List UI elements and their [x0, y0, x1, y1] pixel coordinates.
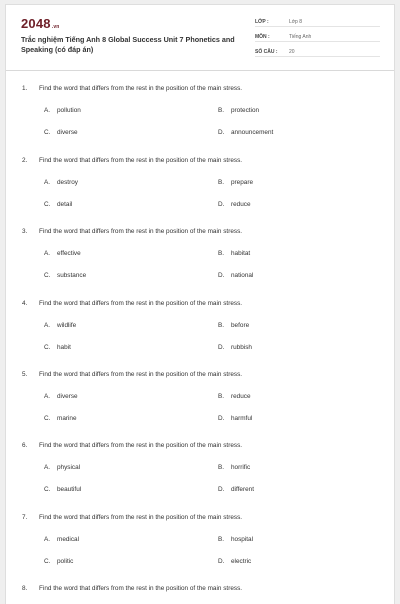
question-text: Find the word that differs from the rest in the position of the main stress. [39, 228, 243, 235]
option-d[interactable] [218, 486, 254, 493]
question-number: 6. [22, 442, 28, 449]
meta-key: MÔN : [255, 34, 270, 40]
option-text: reduce [231, 393, 251, 400]
worksheet-header [6, 5, 394, 71]
option-c[interactable] [44, 344, 71, 351]
option-d[interactable] [218, 415, 252, 422]
question-number: 1. [22, 85, 28, 92]
question-3 [22, 228, 382, 288]
option-b[interactable] [218, 107, 259, 114]
option-d[interactable] [218, 344, 252, 351]
question-number: 7. [22, 514, 28, 521]
option-letter: C. [44, 272, 51, 279]
option-b[interactable] [218, 393, 251, 400]
option-text: wildlife [57, 322, 77, 329]
option-a[interactable] [44, 464, 80, 471]
option-a[interactable] [44, 179, 78, 186]
question-number: 4. [22, 300, 28, 307]
question-number: 8. [22, 585, 28, 592]
option-letter: A. [44, 179, 51, 186]
option-b[interactable] [218, 179, 253, 186]
option-text: destroy [57, 179, 78, 186]
option-letter: C. [44, 558, 51, 565]
option-letter: C. [44, 201, 51, 208]
option-letter: D. [218, 201, 225, 208]
option-d[interactable] [218, 558, 251, 565]
question-stem [22, 371, 242, 378]
question-text: Find the word that differs from the rest in the position of the main stress. [39, 300, 243, 307]
option-letter: A. [44, 393, 51, 400]
option-a[interactable] [44, 322, 76, 329]
option-text: beautiful [57, 486, 82, 493]
option-d[interactable] [218, 129, 273, 136]
option-a[interactable] [44, 250, 81, 257]
question-number: 2. [22, 157, 28, 164]
question-number: 5. [22, 371, 28, 378]
meta-value: Lớp 8 [289, 19, 303, 25]
question-text: Find the word that differs from the rest in the position of the main stress. [39, 371, 243, 378]
option-text: diverse [57, 393, 78, 400]
question-text: Find the word that differs from the rest in the position of the main stress. [39, 514, 243, 521]
question-text: Find the word that differs from the rest in the position of the main stress. [39, 442, 243, 449]
question-6 [22, 442, 382, 502]
option-a[interactable] [44, 107, 81, 114]
question-4 [22, 300, 382, 360]
meta-row-subject [255, 32, 380, 42]
question-text: Find the word that differs from the rest in the position of the main stress. [39, 85, 243, 92]
option-letter: B. [218, 464, 225, 471]
meta-value: Tiếng Anh [289, 34, 312, 40]
option-letter: A. [44, 464, 51, 471]
option-letter: C. [44, 486, 51, 493]
option-text: protection [231, 107, 260, 114]
option-letter: B. [218, 393, 225, 400]
option-b[interactable] [218, 464, 250, 471]
meta-value: 20 [289, 49, 295, 55]
question-8 [22, 585, 382, 604]
option-letter: C. [44, 415, 51, 422]
option-text: before [231, 322, 250, 329]
question-7 [22, 514, 382, 574]
option-a[interactable] [44, 536, 79, 543]
option-text: physical [57, 464, 81, 471]
option-c[interactable] [44, 558, 73, 565]
option-c[interactable] [44, 272, 86, 279]
option-c[interactable] [44, 415, 77, 422]
question-stem [22, 585, 242, 592]
option-b[interactable] [218, 322, 249, 329]
option-text: hospital [231, 536, 254, 543]
option-text: different [231, 486, 254, 493]
worksheet-title: Trắc nghiệm Tiếng Anh 8 Global Success Unit 7 Phonetics and Speaking (có đáp án) [21, 35, 235, 54]
option-d[interactable] [218, 272, 253, 279]
option-letter: D. [218, 344, 225, 351]
option-d[interactable] [218, 201, 251, 208]
option-letter: B. [218, 536, 225, 543]
option-letter: A. [44, 250, 51, 257]
question-stem [22, 514, 242, 521]
option-a[interactable] [44, 393, 78, 400]
logo-main: 2048 [21, 16, 51, 31]
option-letter: C. [44, 344, 51, 351]
meta-row-count [255, 47, 380, 57]
option-b[interactable] [218, 536, 253, 543]
option-text: announcement [231, 129, 274, 136]
option-letter: B. [218, 322, 225, 329]
option-letter: A. [44, 107, 51, 114]
option-text: pollution [57, 107, 81, 114]
option-letter: D. [218, 558, 225, 565]
option-letter: A. [44, 536, 51, 543]
question-stem [22, 228, 242, 235]
question-1 [22, 85, 382, 145]
option-text: electric [231, 558, 252, 565]
option-text: politic [57, 558, 74, 565]
question-stem [22, 85, 242, 92]
question-number: 3. [22, 228, 28, 235]
option-text: horrific [231, 464, 251, 471]
option-text: reduce [231, 201, 251, 208]
option-letter: D. [218, 272, 225, 279]
option-letter: C. [44, 129, 51, 136]
option-c[interactable] [44, 201, 72, 208]
meta-key: SỐ CÂU : [255, 49, 278, 55]
option-text: habit [57, 344, 71, 351]
option-letter: B. [218, 179, 225, 186]
question-stem [22, 300, 242, 307]
option-text: harmful [231, 415, 253, 422]
option-letter: D. [218, 129, 225, 136]
option-letter: D. [218, 486, 225, 493]
worksheet-page [5, 4, 395, 604]
site-logo[interactable] [21, 16, 60, 31]
option-text: substance [57, 272, 87, 279]
question-stem [22, 157, 242, 164]
option-c[interactable] [44, 486, 81, 493]
option-text: habitat [231, 250, 251, 257]
option-text: national [231, 272, 254, 279]
option-letter: B. [218, 250, 225, 257]
option-text: prepare [231, 179, 254, 186]
option-c[interactable] [44, 129, 78, 136]
option-text: diverse [57, 129, 78, 136]
option-text: medical [57, 536, 80, 543]
option-text: detail [57, 201, 73, 208]
question-stem [22, 442, 242, 449]
logo-suffix: .vn [51, 24, 60, 30]
question-2 [22, 157, 382, 217]
option-letter: B. [218, 107, 225, 114]
meta-key: LỚP : [255, 19, 269, 25]
option-letter: D. [218, 415, 225, 422]
option-letter: A. [44, 322, 51, 329]
option-text: marine [57, 415, 77, 422]
option-text: effective [57, 250, 81, 257]
option-b[interactable] [218, 250, 250, 257]
option-text: rubbish [231, 344, 252, 351]
question-text: Find the word that differs from the rest in the position of the main stress. [39, 157, 243, 164]
question-5 [22, 371, 382, 431]
meta-row-class [255, 17, 380, 27]
question-text: Find the word that differs from the rest in the position of the main stress. [39, 585, 243, 592]
